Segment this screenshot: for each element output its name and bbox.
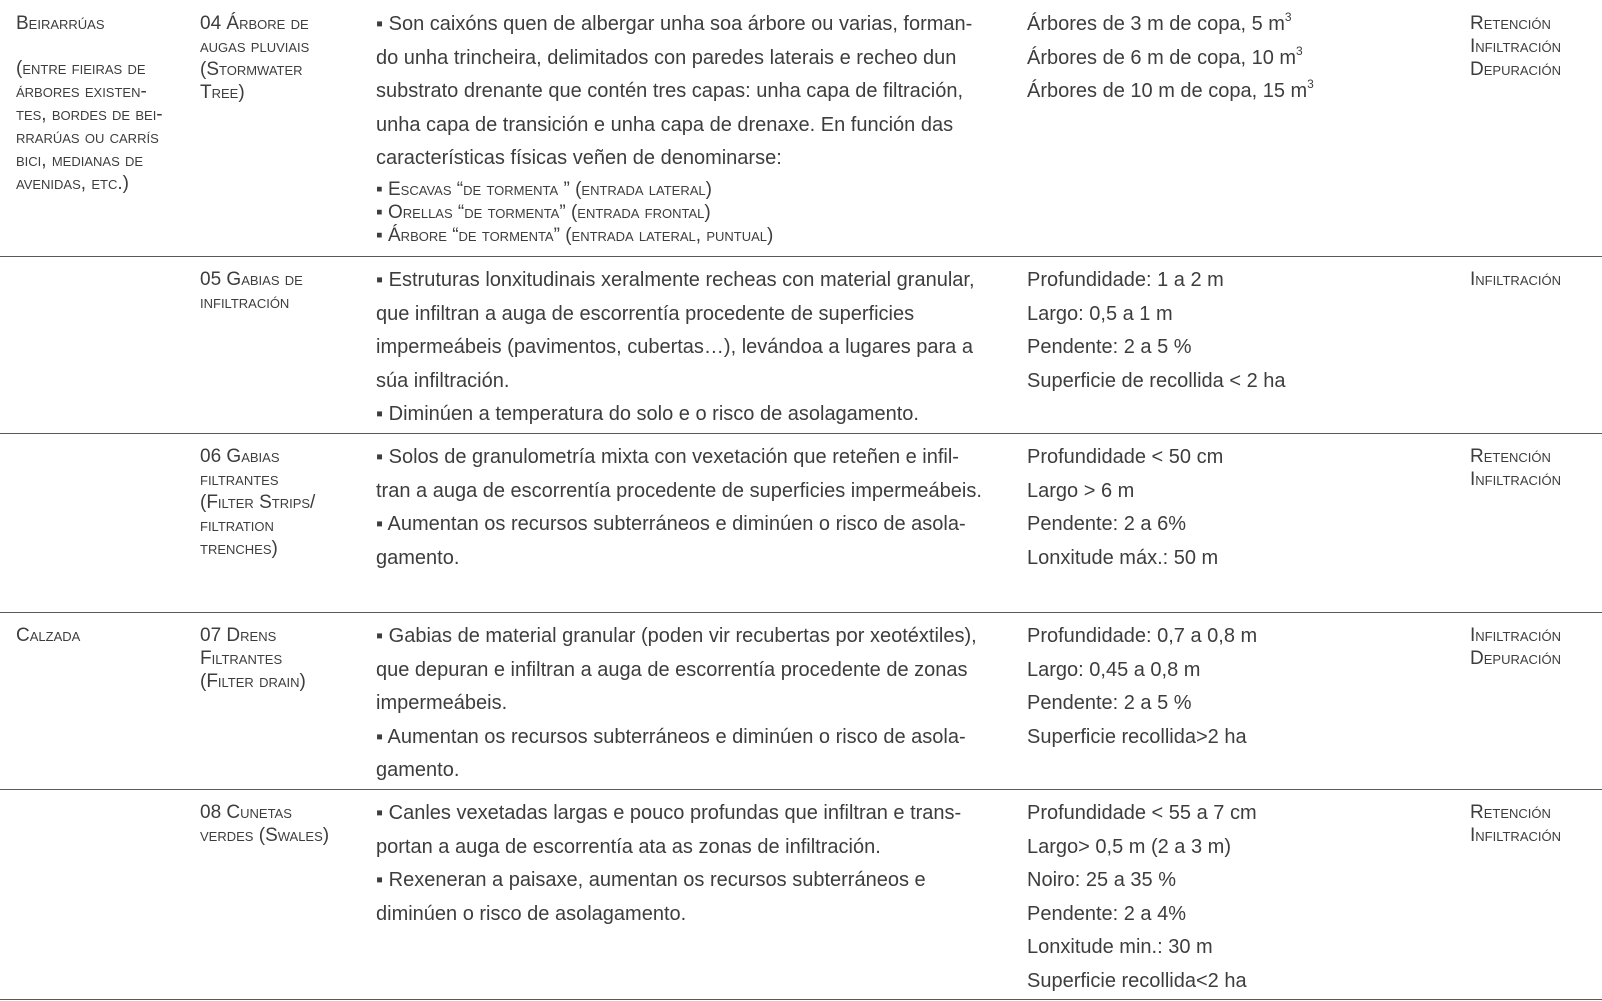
location-note: (entre fieiras de árbores existen- tes, bordes de bei- rrarúas ou carrís bici, medianas de avenidas, etc.): [16, 58, 163, 194]
technique-name: 08 Cunetas verdes (Swales): [200, 802, 330, 846]
dimensions: Profundidade < 55 a 7 cm Largo> 0,5 m (2 a 3 m) Noiro: 25 a 35 % Pendente: 2 a 4% Lonxitude min.: 30 m Superficie recollida<2 ha: [1027, 802, 1257, 992]
location-label: Beirarrúas: [16, 13, 105, 34]
dimensions: Árbores de 3 m de copa, 5 $m^3$ Árbores de 6 m de copa, 10 $m^3$ Árbores de 10 m de copa, 15 $m^3$: [1027, 10, 1314, 102]
functions: Retención Infiltración: [1470, 802, 1561, 846]
functions: Infiltración Depuración: [1470, 625, 1562, 669]
dimensions: Profundidade: 1 a 2 m Largo: 0,5 a 1 m Pendente: 2 a 5 % Superficie de recollida < 2 ha: [1027, 269, 1286, 392]
location-cell: [16, 12, 176, 195]
list-item: ▪ Árbore “de tormenta” (entrada lateral, puntual): [376, 224, 774, 246]
row-divider: [0, 256, 1602, 257]
row-divider: [0, 433, 1602, 434]
location-cell: [16, 624, 176, 647]
row-divider: [0, 612, 1602, 613]
list-item: ▪ Orellas “de tormenta” (entrada frontal): [376, 201, 711, 223]
description: ▪ Son caixóns quen de albergar unha soa árbore ou varias, forman- do unha trincheira, delimitados con paredes laterais e recheo dun substrato drenante que contén tres capas: unha capa de filtración, unha capa de transición e unha capa de drenaxe. En función das características físicas veñen de denominarse: ▪ Escavas “de tormenta ” (entrada lateral) ▪ Orellas “de tormenta” (entrada frontal) ▪ Árbore “de tormenta” (entrada lateral, puntual): [376, 8, 1006, 247]
location-label: Calzada: [16, 625, 81, 646]
description: ▪ Gabias de material granular (poden vir recubertas por xeotéxtiles), que depuran e infiltran a auga de escorrentía procedente de zonas impermeábeis. ▪ Aumentan os recursos subterráneos e diminúen o risco de asola- gamento.: [376, 625, 977, 781]
list-item: ▪ Escavas “de tormenta ” (entrada lateral): [376, 178, 712, 200]
sub-list: [376, 178, 1006, 247]
description: ▪ Canles vexetadas largas e pouco profundas que infiltran e trans- portan a auga de escorrentía ata as zonas de infiltración. ▪ Rexeneran a paisaxe, aumentan os recursos subterráneos e diminúen o risco de asolagamento.: [376, 802, 962, 925]
technique-name: 06 Gabias filtrantes (Filter Strips/ filtration trenches): [200, 446, 316, 559]
description: ▪ Solos de granulometría mixta con vexetación que reteñen e infil- tran a auga de escorrentía procedente de superficies impermeábeis. ▪ Aumentan os recursos subterráneos e diminúen o risco de asola- gamento.: [376, 446, 982, 569]
functions: Infiltración: [1470, 269, 1561, 290]
technique-name: 05 Gabias de infiltración: [200, 269, 303, 313]
functions: Retención Infiltración Depuración: [1470, 13, 1562, 80]
technique-name: 04 Árbore de augas pluviais (Stormwater Tree): [200, 13, 310, 103]
dimensions: Profundidade: 0,7 a 0,8 m Largo: 0,45 a 0,8 m Pendente: 2 a 5 % Superficie recollida>2 ha: [1027, 625, 1258, 748]
row-divider: [0, 999, 1602, 1000]
dimensions: Profundidade < 50 cm Largo > 6 m Pendente: 2 a 6% Lonxitude máx.: 50 m: [1027, 446, 1224, 569]
row-divider: [0, 789, 1602, 790]
description: ▪ Estruturas lonxitudinais xeralmente recheas con material granular, que infiltran a auga de escorrentía procedente de superficies impermeábeis (pavimentos, cubertas…), levándoa a lugares para a súa infiltración. ▪ Diminúen a temperatura do solo e o risco de asolagamento.: [376, 269, 975, 425]
technique-name: 07 Drens Filtrantes (Filter drain): [200, 625, 306, 692]
functions: Retención Infiltración: [1470, 446, 1561, 490]
